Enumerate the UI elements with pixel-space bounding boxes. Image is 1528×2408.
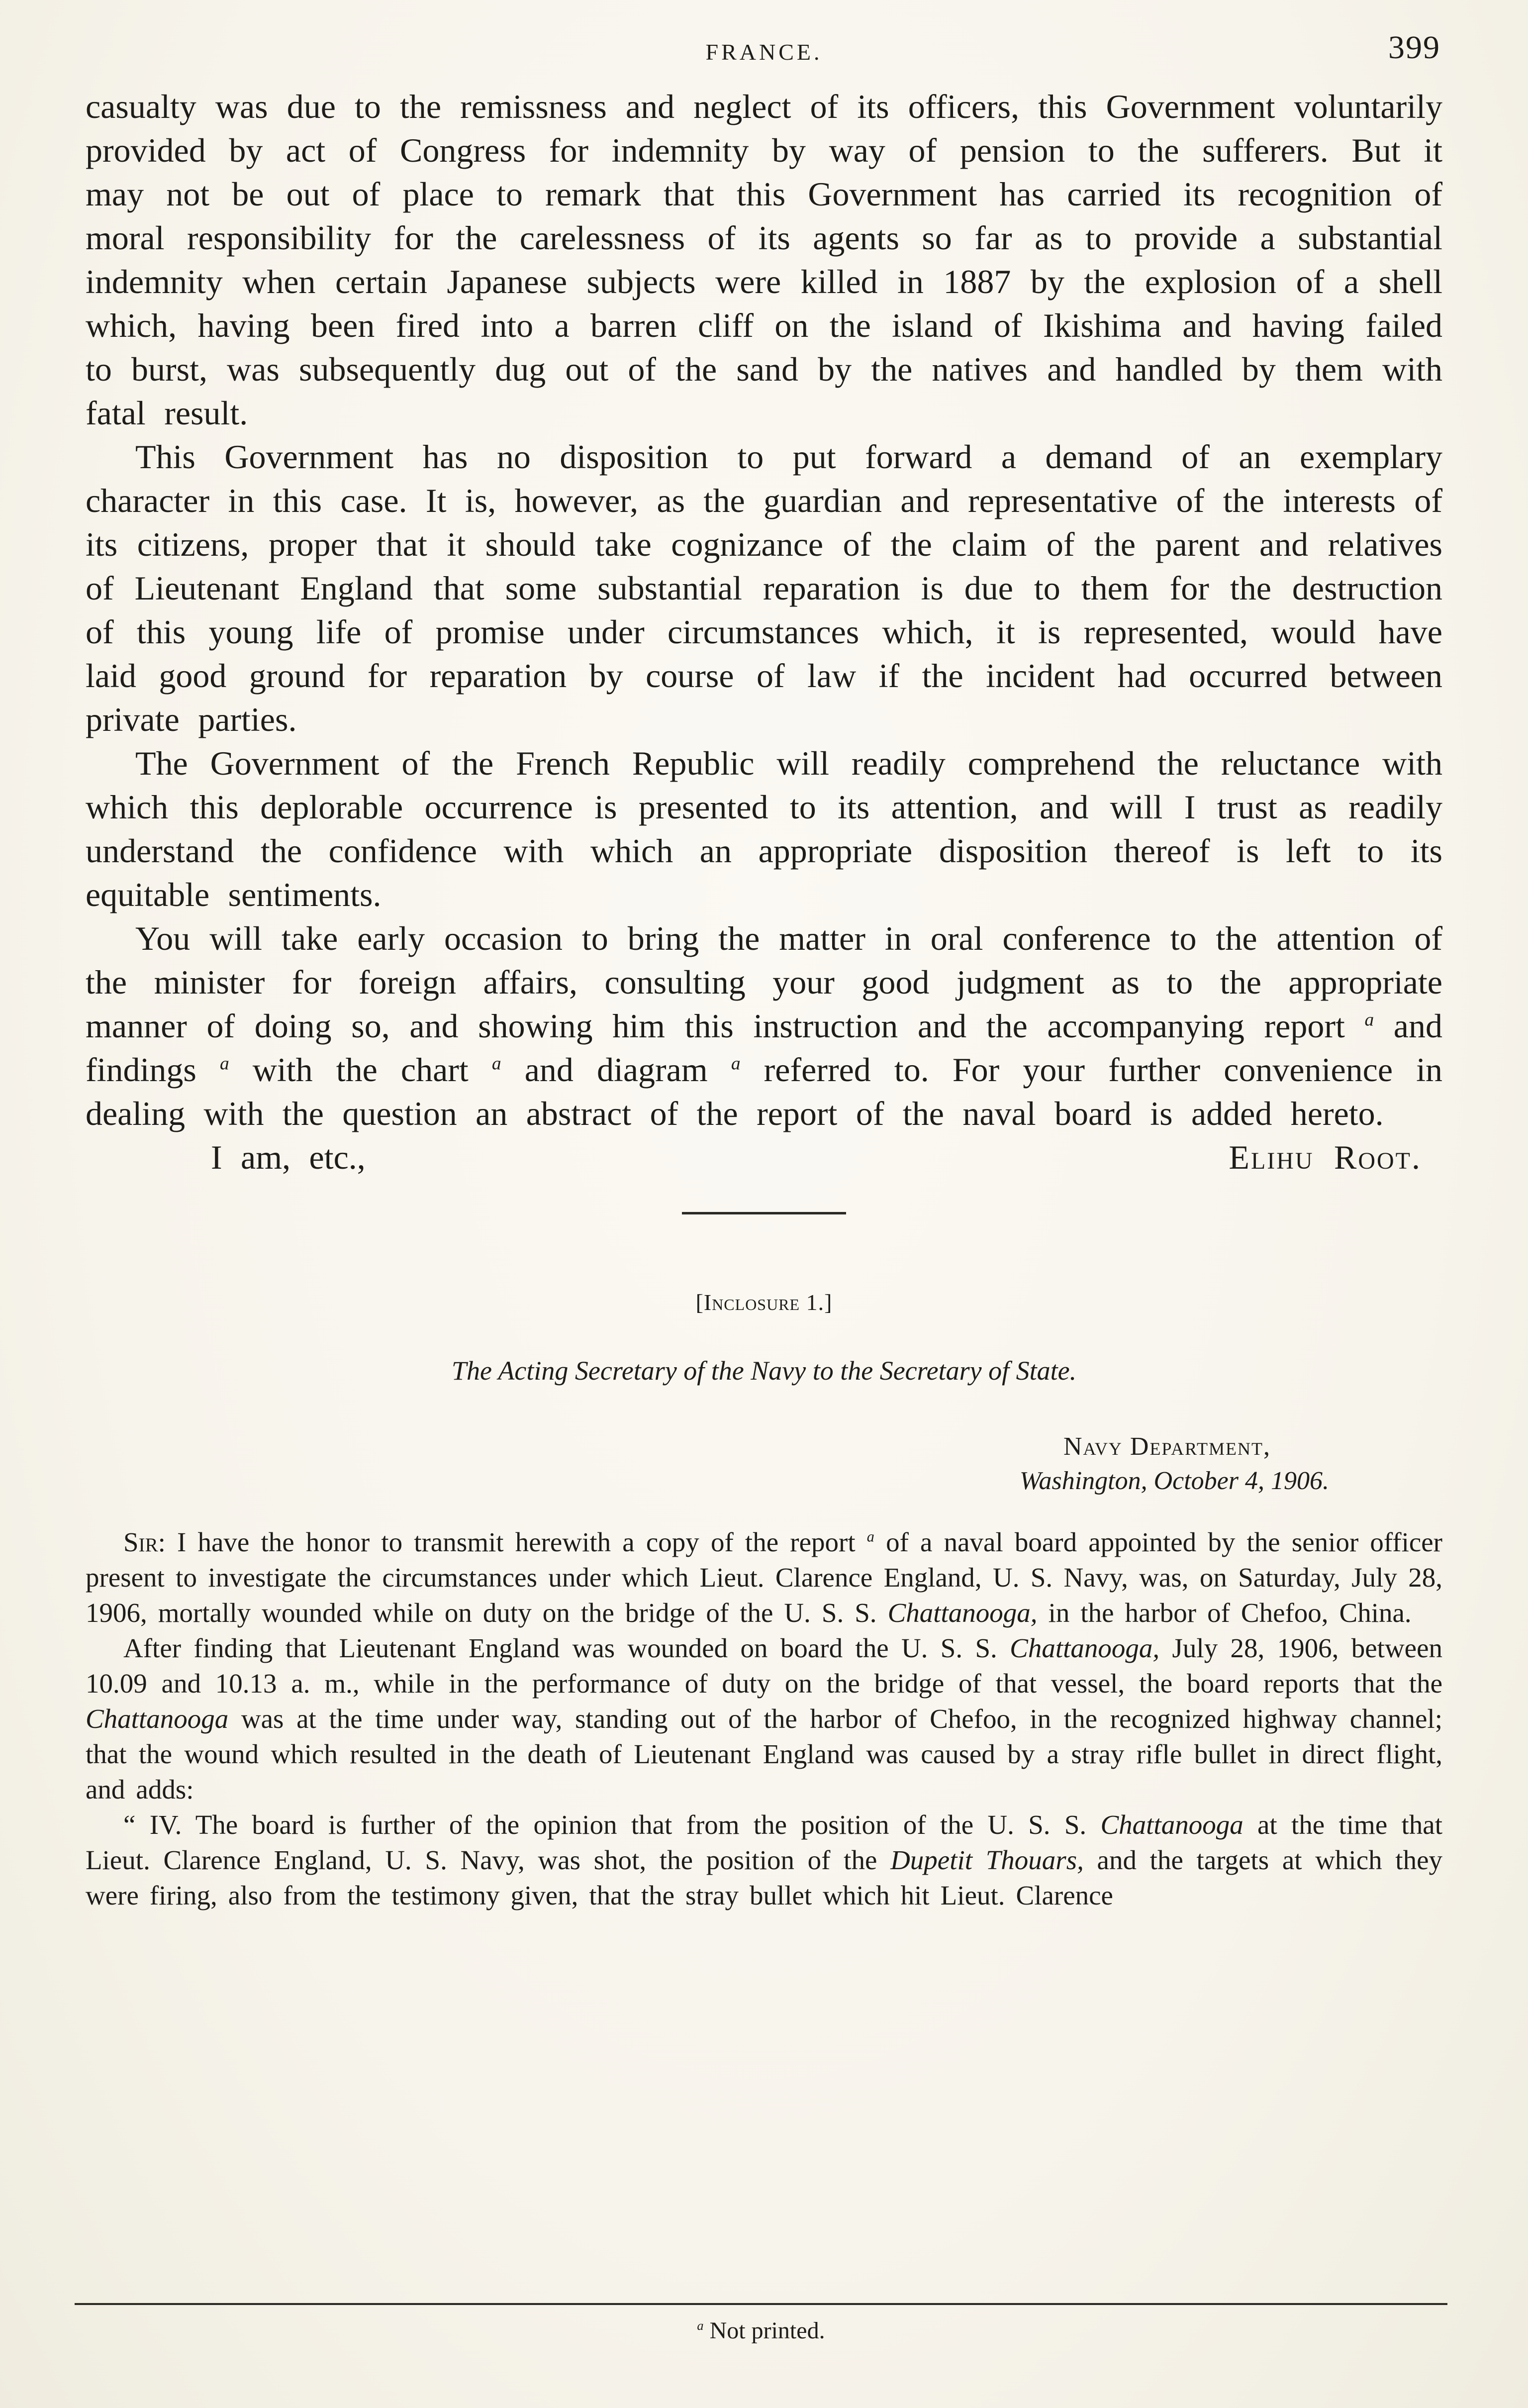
page-number: 399 [1388, 29, 1440, 66]
letter-paragraph-2: This Government has no disposition to put forward a demand of an exemplary character in this case. It is, however, as the guardian and representative of the interests of its citizens, proper that it should take cognizance of the claim of the parent and relatives of Lieutenant England that some substantial reparation is due to them for the destruction of this young life of promise under circumstances which, it is represented, would have laid good ground for reparation by course of law if the incident had occurred between private parties. [86, 438, 1442, 738]
letter-paragraph-3: The Government of the French Republic will readily comprehend the reluctance with which this deplorable occurrence is presented to its attention, and will I trust as readily understand the confidence with which an appropriate disposition thereof is left to its equitable sentiments. [86, 744, 1442, 913]
page-header [86, 29, 1442, 85]
section-divider-rule [682, 1212, 846, 1214]
inclosure-body [86, 1524, 1442, 1913]
letter-closing-line [86, 1135, 1442, 1179]
inclosure-paragraph-3: “ IV. The board is further of the opinion that from the position of the U. S. S. Chattanooga at the time that Lieut. Clarence England, U. S. Navy, was shot, the position of the Dupetit Thouars, and the targets at which they were firing, also from the testimony given, that the stray bullet which hit Lieut. Clarence [86, 1809, 1443, 1910]
inclosure-label: [Inclosure 1.] [695, 1290, 833, 1315]
signature: Elihu Root. [1229, 1138, 1422, 1176]
inclosure-title: The Acting Secretary of the Navy to the Secretary of State. [451, 1356, 1077, 1386]
letter-body [86, 85, 1442, 1179]
inclosure-paragraph-1: Sir: I have the honor to transmit herewith a copy of the report $^a$ of a naval board appointed by the senior officer present to investigate the circumstances under which Lieut. Clarence England, U. S. Navy, was, on Saturday, July 28, 1906, mortally wounded while on duty on the bridge of the U. S. S. Chattanooga, in the harbor of Chefoo, China. [86, 1527, 1442, 1628]
letter-paragraph-1: casualty was due to the remissness and neglect of its officers, this Government voluntarily provided by act of Congress for indemnity by way of pension to the sufferers. But it may not be out of place to remark that this Government has carried its recognition of moral responsibility for the carelessness of its agents so far as to provide a substantial indemnity when certain Japanese subjects were killed in 1887 by the explosion of a shell which, having been fired into a barren cliff on the island of Ikishima and having failed to burst, was subsequently dug out of the sand by the natives and handled by them with fatal result. [86, 88, 1442, 432]
footnote-rule [75, 2303, 1447, 2305]
footnote-area [75, 2303, 1447, 2344]
dateline-department: Navy Department, [1063, 1432, 1271, 1461]
dateline-place-date: Washington, October 4, 1906. [1019, 1467, 1329, 1495]
inclosure-paragraph-2: After finding that Lieutenant England was wounded on board the U. S. S. Chattanooga, July 28, 1906, between 10.09 and 10.13 a. m., while in the performance of duty on the bridge of that vessel, the board reports that the Chattanooga was at the time under way, standing out of the harbor of Chefoo, in the recognized highway channel; that the wound which resulted in the death of Lieutenant England was caused by a stray rifle bullet in direct flight, and adds: [86, 1633, 1442, 1805]
running-head-title: FRANCE. [705, 39, 823, 65]
inclosure-section [86, 1289, 1442, 1913]
closing-phrase: I am, etc., [211, 1138, 366, 1176]
footnote-text: $^a$ Not printed. [697, 2317, 825, 2344]
letter-paragraph-4: You will take early occasion to bring the matter in oral conference to the attention of the minister for foreign affairs, consulting your good judgment as to the appropriate manner of doing so, and showing him this instruction and the accompanying report $^a$ and findings $^a$ with the chart $^a$ and diagram $^a$ referred to. For your further convenience in dealing with the question an abstract of the report of the naval board is added hereto. [86, 919, 1442, 1132]
